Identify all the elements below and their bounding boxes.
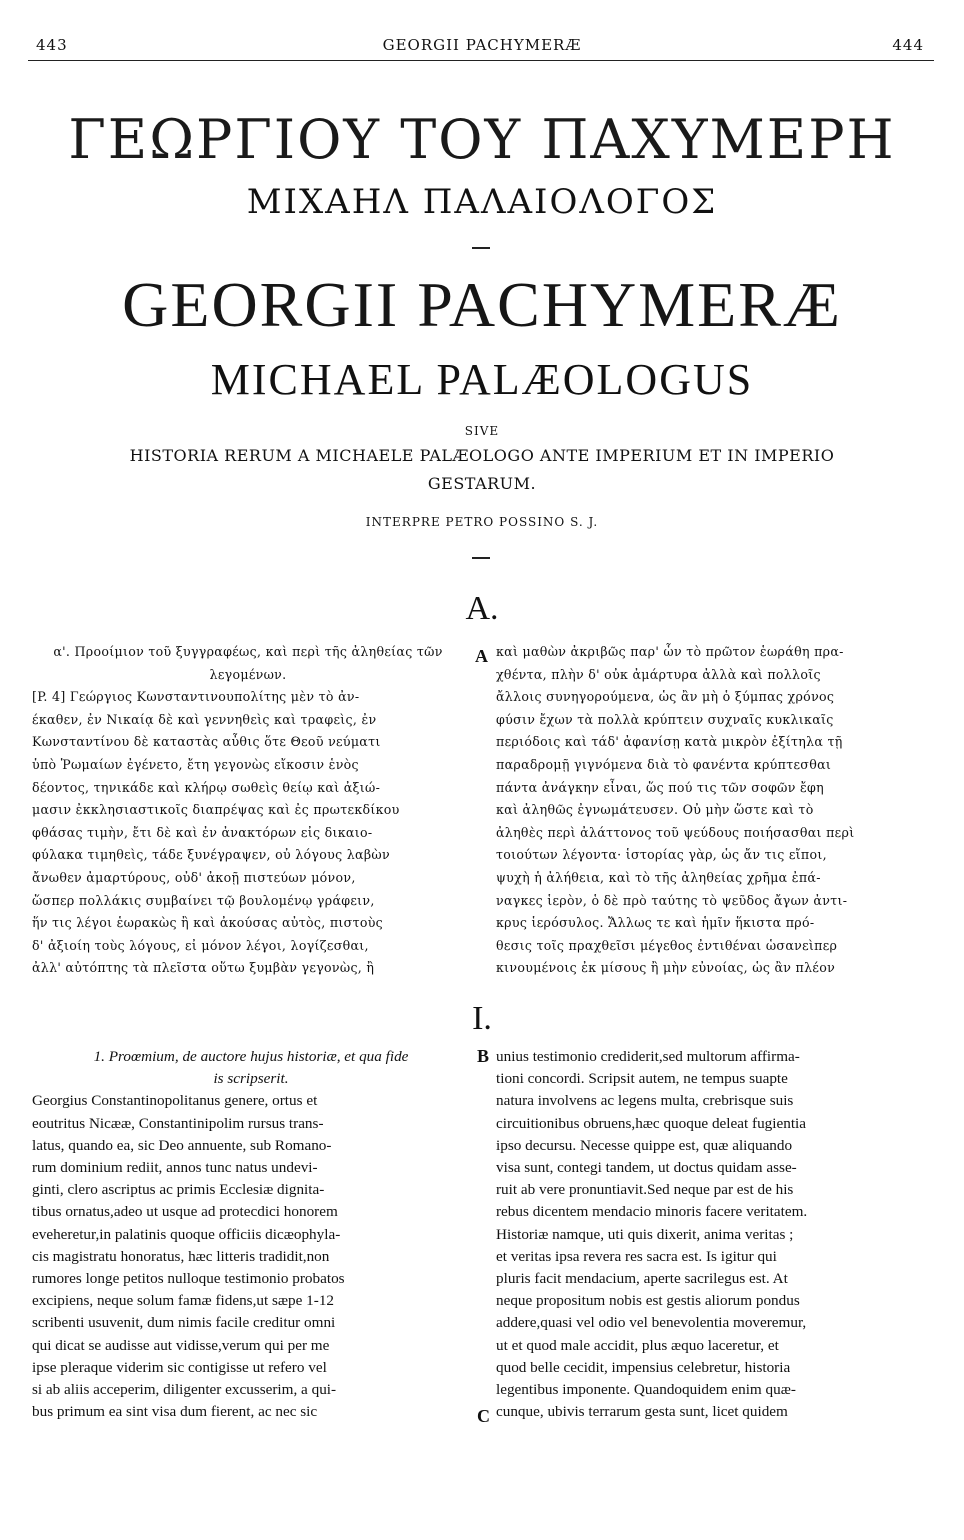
sive-label: SIVE	[464, 424, 500, 438]
header-rule	[28, 60, 934, 61]
latin-left-line: Georgius Constantinopolitanus genere, ortus et	[32, 1092, 318, 1110]
latin-right-line: ut et quod male accidit, plus æquo laceretur, et	[496, 1336, 779, 1354]
latin-left-column	[32, 1046, 470, 1423]
greek-right-line: θεσις τοῖς πραχθεῖσι μέγεθος ἐντιθέναι ὡσανεὶπερ	[496, 937, 838, 953]
latin-left-line: rum dominium rediit, annos tunc natus undevi-	[32, 1159, 318, 1177]
greek-left-line: ἄνωθεν ἀμαρτύρους, οὐδ' ἀκοῇ πιστεύων μόνον,	[32, 869, 356, 885]
right-page-number: 444	[892, 36, 924, 54]
latin-right-line: natura involvens ac legens multa, crebrisque suis	[496, 1092, 794, 1110]
margin-marker-c: C	[477, 1406, 490, 1426]
greek-left-line: [P. 4] Γεώργιος Κωνσταντινουπολίτης μὲν τὸ ἀν-	[32, 689, 360, 705]
latin-title-line1: GEORGII PACHYMERÆ	[122, 269, 842, 340]
latin-left-line: latus, quando ea, sic Deo annuente, sub Romano-	[32, 1136, 332, 1154]
greek-right-line: περιόδοις καὶ τάδ' ἀφανίσῃ κατὰ μικρὸν ἐξίτηλα τῇ	[496, 734, 843, 750]
latin-left-line: eveheretur,in palatinis quoque officiis dicæophyla-	[32, 1225, 341, 1243]
greek-left-column	[32, 641, 464, 980]
latin-right-column	[496, 1046, 932, 1423]
subtitle-line1: HISTORIA RERUM A MICHAELE PALÆOLOGO ANTE IMPERIUM ET IN IMPERIO	[129, 446, 835, 465]
greek-right-line: χθέντα, πλὴν δ' οὐκ ἀμάρτυρα ἀλλὰ καὶ πολλοῖς	[496, 666, 821, 682]
latin-right-line: cunque, ubivis terrarum gesta sunt, licet quidem	[496, 1403, 788, 1421]
greek-right-line: πάντα ἀνάγκην εἶναι, ὥς πού τις τῶν σοφῶν ἔφη	[496, 779, 824, 795]
greek-left-line: ἥν τις λέγοι ἑωρακὼς ἢ καὶ ἀκούσας αὐτὸς, πιστοὺς	[32, 915, 384, 931]
greek-right-column	[496, 641, 932, 980]
latin-left-line: tibus ornatus,adeo ut usque ad protecdici honorem	[32, 1203, 338, 1221]
greek-right-line: καὶ ἀληθῶς ἐγνωμάτευσεν. Οὐ μὴν ὥστε καὶ τὸ	[496, 802, 814, 818]
latin-left-line: excipiens, neque solum famæ fidens,ut sæpe 1-12	[32, 1292, 335, 1310]
latin-left-line: si ab aliis acceperim, diligenter excusserim, a qui-	[32, 1381, 337, 1399]
latin-title-line2: MICHAEL PALÆOLOGUS	[210, 355, 754, 404]
greek-right-line: φύσιν ἔχων τὰ πολλὰ κρύπτειν συχναῖς κυκλικαῖς	[496, 711, 834, 727]
latin-right-line: Historiæ namque, uti quis dixerit, anima veritas ;	[496, 1225, 794, 1243]
greek-right-line: τοιούτων λέγοντα· ἱστορίας γὰρ, ὡς ἄν τις εἴποι,	[496, 847, 827, 863]
latin-left-line: eoutritus Nicææ, Constantinipolim rursus trans-	[32, 1114, 324, 1132]
section-a-heading: A.	[465, 590, 499, 627]
greek-right-line: ἄλλοις συνηγορούμενα, ὡς ἂν μὴ ὁ ξύμπας χρόνος	[496, 689, 835, 705]
left-page-number: 443	[36, 36, 68, 54]
section-i-heading: I.	[472, 1000, 492, 1037]
latin-right-line: pluris facit mendacium, aperte sacrilegus est. At	[496, 1270, 788, 1288]
latin-left-line: scribenti usuvenit, dum nimis facile creditur omni	[32, 1314, 336, 1332]
section-divider	[472, 557, 490, 559]
margin-marker-b: B	[477, 1046, 490, 1066]
greek-left-line: Κωνσταντίνου δὲ καταστὰς αὖθις ὅτε Θεοῦ νεύματι	[32, 734, 381, 750]
greek-left-line: έκαθεν, ἐν Νικαίᾳ δὲ καὶ γεννηθεὶς καὶ τραφεὶς, ἐν	[32, 711, 377, 727]
greek-right-line: καὶ μαθὼν ἀκριβῶς παρ' ὧν τὸ πρῶτον ἑωράθη πρα-	[496, 644, 844, 659]
latin-left-line: ginti, clero ascriptus ac primis Ecclesiæ dignita-	[32, 1181, 325, 1199]
latin-right-line: rebus dicentem mendacio minoris facere veritatem.	[496, 1203, 808, 1221]
greek-right-line: κρυς ἱερόσυλος. Ἄλλως τε καὶ ἡμῖν ἥκιστα πρό-	[496, 915, 815, 931]
title-divider	[472, 247, 490, 249]
latin-left-line: bus primum ea sint visa dum fierent, ac nec sic	[32, 1403, 318, 1421]
greek-right-line: κινουμένοις ἐκ μίσους ἢ μὴν εὐνοίας, ὡς ἂν πλέον	[496, 960, 836, 976]
latin-right-line: circuitionibus obruens,hæc quoque deleat fugientia	[496, 1114, 806, 1132]
greek-left-line: φθάσας τιμὴν, ἔτι δὲ καὶ ἐν ἀνακτόρων εἰς δικαιο-	[32, 824, 373, 840]
greek-title-line2: ΜΙΧΑΗΛ ΠΑΛΑΙΟΛΟΓΟΣ	[246, 182, 718, 222]
latin-right-line: neque propositum nobis est gestis aliorum pondus	[496, 1292, 800, 1310]
latin-right-line: ipso decursu. Necesse quippe est, quæ aliquando	[496, 1136, 793, 1154]
margin-marker-a: A	[475, 646, 488, 666]
interpreter-credit: INTERPRE PETRO POSSINO S. J.	[365, 515, 599, 529]
greek-right-line: ναγκες ἱερὸν, ὁ δὲ πρὸ ταύτης τὸ ψεῦδος ἄγων ἀντι-	[496, 892, 848, 908]
running-title: GEORGII PACHYMERÆ	[382, 36, 582, 54]
latin-left-line: qui dicat se audisse aut vidisse,verum qui per me	[32, 1336, 330, 1354]
latin-left-line: ipse pleraque viderim sic contigisse ut refero vel	[32, 1358, 327, 1376]
latin-right-line: legentibus imponente. Quandoquidem enim quæ-	[496, 1381, 796, 1399]
latin-chapter-heading-line1: 1. Proœmium, de auctore hujus historiæ, et qua fide	[93, 1048, 409, 1065]
latin-right-line: addere,quasi vel odio vel benevolentia moveremur,	[496, 1314, 807, 1332]
greek-left-line: ὑπὸ Ῥωμαίων ἐγένετο, ἔτη γεγονὼς εἴκοσιν ἑνὸς	[32, 756, 359, 772]
greek-chapter-heading: α'. Προοίμιον τοῦ ξυγγραφέως, καὶ περὶ τῆς ἀληθείας τῶν λεγομένων.	[53, 644, 443, 682]
greek-left-line: φύλακα τιμηθεὶς, τάδε ξυνέγραψεν, οὐ λόγους λαβὼν	[32, 847, 390, 863]
greek-left-line: ὥσπερ πολλάκις συμβαίνει τῷ βουλομένῳ γράφειν,	[32, 892, 375, 908]
greek-left-line: δ' ἀξιοίη τοὺς λόγους, εἰ μόνον λέγοι, λογίζεσθαι,	[32, 937, 369, 953]
subtitle-line2: GESTARUM.	[427, 474, 537, 493]
greek-left-line: μασιν ἐκκλησιαστικοῖς διαπρέψας καὶ ἐς πρωτεκδίκου	[32, 802, 400, 818]
greek-right-line: ψυχὴ ἡ ἀλήθεια, καὶ τὸ τῆς ἀληθείας χρῆμα ἐπά-	[496, 869, 821, 885]
greek-right-line: ἀληθὲς περὶ ἀλάττονος τοῦ ψεύδους ποιήσασθαι περὶ	[496, 824, 855, 840]
latin-right-line: quod belle cecidit, impensius celebretur, historia	[496, 1358, 791, 1376]
latin-right-line: unius testimonio crediderit,sed multorum affirma-	[496, 1048, 800, 1065]
latin-right-line: tioni concordi. Scripsit autem, ne tempus suapte	[496, 1070, 788, 1088]
latin-right-line: et veritas ipsa revera res sacra est. Is igitur qui	[496, 1247, 777, 1265]
latin-left-line: rumores longe petitos nulloque testimonio probatos	[32, 1270, 345, 1288]
greek-left-line: ἀλλ' αὐτόπτης τὰ πλεῖστα οὕτω ξυμβὰν γεγονὼς, ἢ	[32, 960, 375, 976]
latin-chapter-heading-line2: is scripserit.	[213, 1070, 289, 1088]
latin-left-line: cis magistratu honoratus, hæc litteris tradidit,non	[32, 1247, 330, 1265]
greek-left-line: δέοντος, τηνικάδε καὶ κλήρῳ σωθεὶς θείῳ καὶ ἀξιώ-	[32, 779, 381, 795]
greek-title-line1: ΓΕΩΡΓΙΟΥ ΤΟΥ ΠΑΧΥΜΕΡΗ	[68, 108, 896, 171]
latin-right-line: ruit ab vere pronuntiavit.Sed neque par est de his	[496, 1181, 794, 1199]
greek-right-line: παραδρομῇ γιγνόμενα διὰ τὸ φανέντα κρύπτεσθαι	[496, 756, 832, 772]
latin-right-line: visa sunt, contegi tandem, ut doctus quidam asse-	[496, 1159, 797, 1177]
